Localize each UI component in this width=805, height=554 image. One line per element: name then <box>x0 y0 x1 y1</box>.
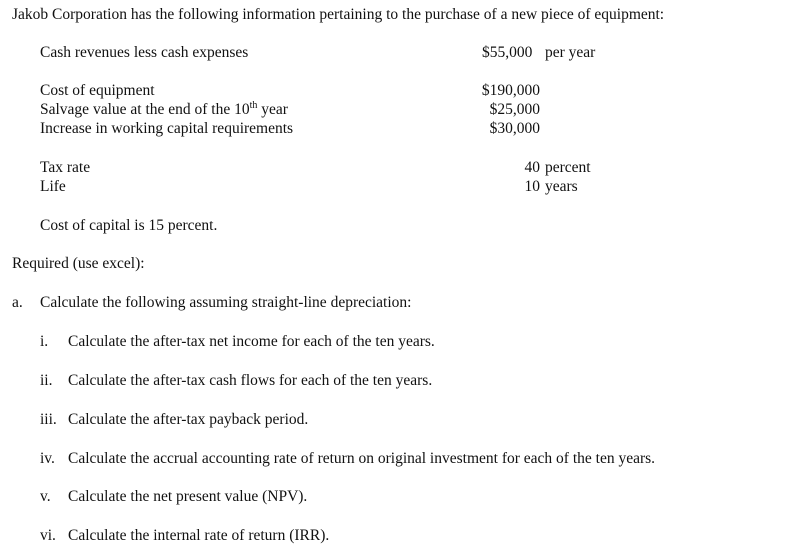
salvage-label-sup: th <box>249 100 258 111</box>
item-text: Calculate the internal rate of return (IRR). <box>68 527 330 544</box>
required-heading: Required (use excel): <box>12 255 145 272</box>
item-text: Calculate the after-tax payback period. <box>68 411 309 428</box>
tax-rate-value: 40 <box>524 159 540 176</box>
part-a-marker: a. <box>12 294 23 311</box>
working-capital-value: $30,000 <box>489 120 540 137</box>
life-unit: years <box>545 178 578 195</box>
item-text: Calculate the accrual accounting rate of return on original investment for each of the ten years. <box>68 450 656 467</box>
tax-rate-label: Tax rate <box>40 159 91 176</box>
intro-text: Jakob Corporation has the following information pertaining to the purchase of a new piece of equipment: <box>12 6 665 23</box>
item-text: Calculate the after-tax cash flows for each of the ten years. <box>68 372 433 389</box>
salvage-label-end: year <box>257 101 288 118</box>
item-text: Calculate the net present value (NPV). <box>68 488 308 505</box>
cash-revenues-value: $55,000 <box>482 44 533 61</box>
item-marker: i. <box>40 333 49 350</box>
salvage-value: $25,000 <box>489 101 540 118</box>
cash-revenues-label: Cash revenues less cash expenses <box>40 44 249 61</box>
item-marker: ii. <box>40 372 53 389</box>
item-marker: iv. <box>40 450 55 467</box>
cash-revenues-unit: per year <box>545 44 596 61</box>
working-capital-label: Increase in working capital requirements <box>40 120 294 137</box>
part-a-text: Calculate the following assuming straight-line depreciation: <box>40 294 412 311</box>
salvage-label-text: Salvage value at the end of the 10 <box>40 101 250 118</box>
cost-of-capital-text: Cost of capital is 15 percent. <box>40 217 218 234</box>
tax-rate-unit: percent <box>545 159 591 176</box>
life-value: 10 <box>524 178 540 195</box>
salvage-label <box>40 102 288 118</box>
item-text: Calculate the after-tax net income for each of the ten years. <box>68 333 435 350</box>
item-marker: iii. <box>40 411 57 428</box>
item-marker: v. <box>40 488 51 505</box>
cost-equipment-value: $190,000 <box>481 82 540 99</box>
cost-equipment-label: Cost of equipment <box>40 82 155 99</box>
item-marker: vi. <box>40 527 56 544</box>
life-label: Life <box>40 178 66 195</box>
